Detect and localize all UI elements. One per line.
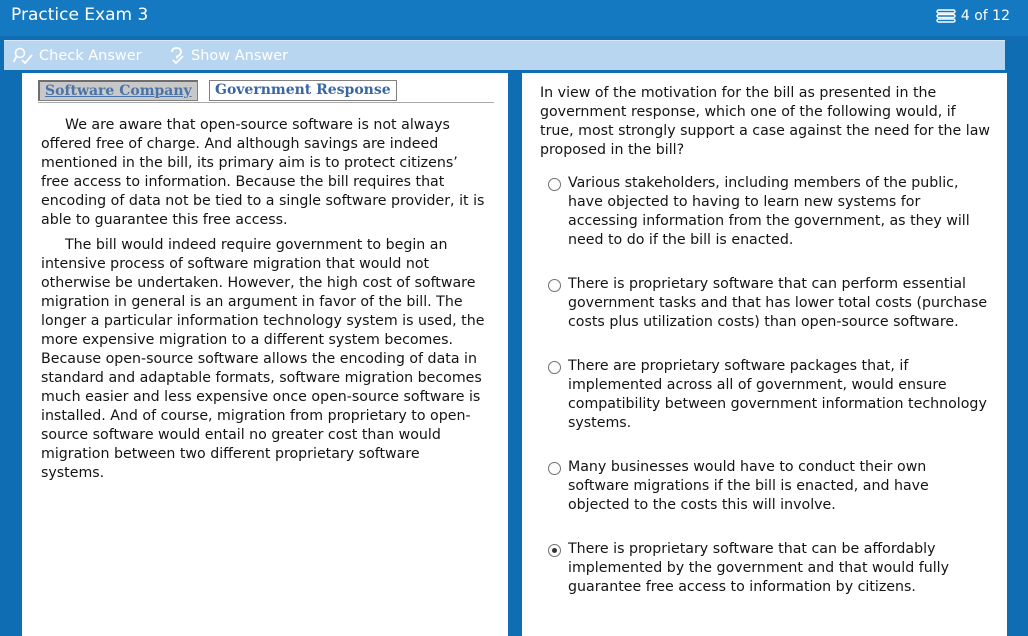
passage-pane xyxy=(22,73,508,636)
check-answer-icon xyxy=(12,47,34,65)
answer-option-text: Various stakeholders, including members of the public, have objected to having to learn new systems for accessing information from the government, as they will need to do if the bill is enacted. xyxy=(568,175,970,248)
title-bar xyxy=(0,0,1028,36)
check-answer-button[interactable] xyxy=(12,47,142,65)
passage-tabs xyxy=(38,80,494,103)
radio-button[interactable] xyxy=(548,462,561,475)
passage-text xyxy=(41,116,487,489)
answer-option-a[interactable] xyxy=(548,174,988,250)
question-counter[interactable] xyxy=(936,8,1010,24)
answer-option-d[interactable] xyxy=(548,458,988,515)
toolbar xyxy=(4,40,1005,70)
answer-option-e[interactable] xyxy=(548,540,988,597)
passage-paragraph: The bill would indeed require government to begin an intensive process of software migration that would not otherwise be undertaken. However, the high cost of software migration in general is an argument in favor of the bill. The longer a particular information technology system is used, the more expensive migration to a different system becomes. Because open-source software allows the encoding of data in standard and adaptable formats, software migration becomes much easier and less expensive once open-source software is installed. And of course, migration from proprietary to open-source software would entail no greater cost than would migration between two different proprietary software systems. xyxy=(41,237,485,481)
question-list-icon xyxy=(936,9,956,23)
show-answer-label: Show Answer xyxy=(191,48,289,64)
show-answer-icon xyxy=(168,47,186,65)
check-answer-label: Check Answer xyxy=(39,48,142,64)
question-counter-label: 4 of 12 xyxy=(960,8,1010,24)
question-stem: In view of the motivation for the bill as presented in the government response, which one of the following would, if true, most strongly support a case against the need for the law proposed in the bill? xyxy=(540,85,991,158)
tab-government-response[interactable]: Government Response xyxy=(209,80,397,101)
answer-option-text: Many businesses would have to conduct their own software migrations if the bill is enacted, and have objected to the costs this will involve. xyxy=(568,459,929,513)
question-pane xyxy=(522,73,1007,636)
answer-option-text: There are proprietary software packages that, if implemented across all of government, would ensure compatibility between government information technology systems. xyxy=(568,358,987,431)
answer-option-text: There is proprietary software that can perform essential government tasks and that has lower total costs (purchase costs plus utilization costs) than open-source software. xyxy=(568,276,988,330)
answer-option-b[interactable] xyxy=(548,275,988,332)
radio-button[interactable] xyxy=(548,178,561,191)
passage-paragraph: We are aware that open-source software is not always offered free of charge. And although savings are indeed mentioned in the bill, its primary aim is to protect citizens’ free access to information. Because the bill requires that encoding of data not be tied to a single software provider, it is able to guarantee this free access. xyxy=(41,117,485,228)
radio-button[interactable] xyxy=(548,544,561,557)
answer-options xyxy=(548,174,988,622)
radio-button[interactable] xyxy=(548,279,561,292)
tab-software-company[interactable]: Software Company xyxy=(38,80,198,101)
answer-option-text: There is proprietary software that can be affordably implemented by the government and that would fully guarantee free access to information by citizens. xyxy=(568,541,950,595)
exam-title: Practice Exam 3 xyxy=(11,5,149,25)
radio-button[interactable] xyxy=(548,361,561,374)
answer-option-c[interactable] xyxy=(548,357,988,433)
show-answer-button[interactable] xyxy=(168,47,288,65)
